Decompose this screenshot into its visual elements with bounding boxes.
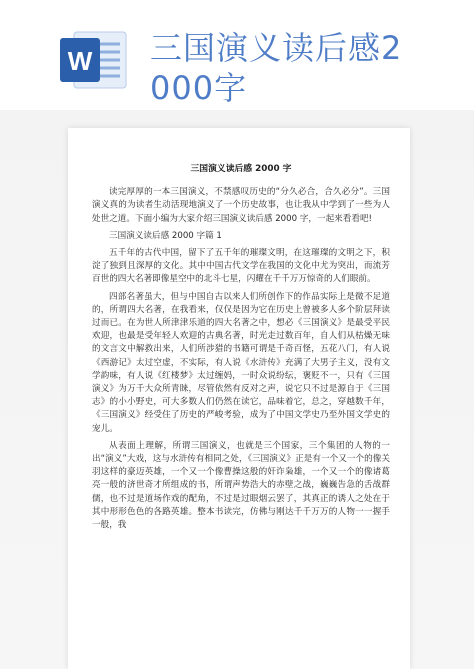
paragraph: 读完厚厚的一本三国演义，不禁感叹历史的“分久必合，合久必分”。三国演义真的为读者生动活现地演义了一个历史故事，也让我从中学到了一些为人处世之道。下面小编为大家介绍三国演义读后感 2000 字，一起来看看吧! — [92, 187, 390, 224]
document-page — [68, 128, 410, 669]
heading-line-2: 000字 — [150, 69, 248, 107]
heading-line-1: 三国演义读后感2 — [150, 29, 403, 67]
paragraph: 五千年的古代中国，留下了五千年的璀璨文明，在这璀璨的文明之下，积淀了独到且深厚的文化。其中中国古代文学在我国的文化中尤为突出，而流芳百世的四大名著即像星空中的北斗七星，闪耀在千千万万惊奇的人们眼前。 — [92, 248, 390, 285]
paragraph: 四部名著虽大，但与中国自古以来人们所创作下的作品实际上是微不足道的，所谓四大名著，在我看来，仅仅是因为它在历史上曾被多人多个阶层拜读过而已。在为世人所津津乐道的四大名著之中，想必《三国演义》是最受平民欢迎，也最是受年轻人欢迎的古典名著，时光走过数百年，自人们从枯燥无味的文言文中解救出来，人们所涉猎的书籍可谓是千奇百怪，五花八门，有人说《西游记》太过空虚，不实际，有人说《水浒传》充满了大男子主义，没有文学韵味，有人说《红楼梦》太过缠妈，一时众说纷纭，褒贬不一，只有《三国演义》为万千大众所青睐，尽管依然有反对之声，说它只不过是源自于《三国志》的小小野史，可大多数人们仍然在读它，品味着它，总之，穿越数千年，《三国演义》经受住了历史的严峻考验，成为了中国文学史乃至外国文学史的宠儿。 — [92, 291, 390, 434]
page-content — [92, 163, 390, 536]
paragraph: 从表面上理解，所谓三国演义，也就是三个国家，三个集团的人物的一出“演义”大戏，这与水浒传有相同之处，《三国演义》正是有一个又一个的像关羽这样的豪迈英雄，一个又一个像曹操这般的奸诈枭雄，一个又一个的像诸葛亮一般的济世奇才所组成的书，所谓声势浩大的赤壁之战，巍巍告急的舌战群儒，也不过是道场作戏的配角，不过是过眼烟云罢了，其真正的诱人之处在于其中形形色色的各路英雄。整本书读完，仿佛与刚达千千万万的人物一一握手一般，我 — [92, 440, 390, 531]
word-document-icon — [60, 30, 130, 90]
word-icon-letter: W — [67, 46, 93, 76]
header — [0, 0, 474, 110]
chapter-heading: 三国演义读后感 2000 字篇 1 — [109, 230, 222, 241]
page-title: 三国演义读后感 2000 字 — [190, 164, 292, 174]
document-heading — [150, 28, 450, 108]
